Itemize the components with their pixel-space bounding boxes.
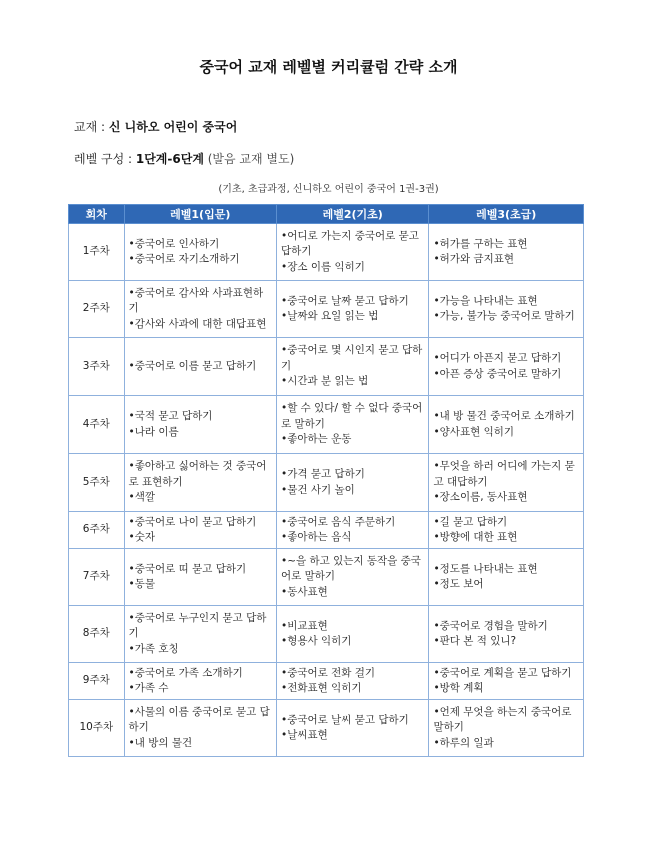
- week-cell: 2주차: [69, 281, 125, 338]
- topic-item: •중국어로 날씨 묻고 답하기: [281, 713, 409, 726]
- level1-cell: [124, 606, 276, 663]
- header-level2: 레벨2(기초): [277, 205, 429, 224]
- topic-item: •좋아하는 음식: [281, 531, 352, 543]
- table-row: [69, 281, 584, 338]
- topic-item: •가족 호칭: [128, 642, 179, 655]
- week-cell: 7주차: [69, 549, 125, 606]
- page-title: 중국어 교재 레벨별 커리큘럼 간략 소개: [199, 58, 458, 76]
- topic-item: •날짜와 요일 읽는 법: [281, 310, 379, 322]
- level1-cell: [124, 396, 276, 454]
- level-label: 레벨 구성 :: [74, 152, 136, 166]
- topic-item: •하루의 일과: [433, 736, 494, 749]
- topic-item: •중국어로 누구인지 묻고 답하기: [128, 611, 267, 640]
- table-row: [69, 663, 584, 700]
- level3-cell: [429, 338, 584, 396]
- level-line: [74, 150, 294, 167]
- level3-cell: [429, 454, 584, 512]
- topic-item: •할 수 있다/ 할 수 없다 중국어로 말하기: [281, 402, 423, 430]
- level3-cell: [429, 663, 584, 700]
- topic-item: •가격 묻고 답하기: [281, 468, 365, 480]
- topic-item: •중국어로 이름 묻고 답하기: [128, 359, 257, 372]
- curriculum-table: [68, 204, 584, 757]
- table-header-row: [69, 205, 584, 224]
- topic-item: •물건 사기 놀이: [281, 483, 355, 496]
- topic-item: •길 묻고 답하기: [433, 515, 508, 528]
- topic-item: •내 방의 물건: [128, 736, 193, 749]
- table-row: [69, 549, 584, 606]
- level2-cell: [277, 663, 429, 700]
- level3-cell: [429, 281, 584, 338]
- topic-item: •아픈 증상 중국어로 말하기: [433, 367, 562, 380]
- week-cell: 8주차: [69, 606, 125, 663]
- textbook-value: 신 니하오 어린이 중국어: [108, 120, 238, 134]
- header-week: 회차: [69, 205, 125, 224]
- topic-item: •중국어로 자기소개하기: [128, 253, 240, 265]
- topic-item: •중국어로 띠 묻고 답하기: [128, 562, 247, 575]
- topic-item: •방향에 대한 표현: [433, 531, 518, 543]
- level-note: (발음 교재 별도): [207, 152, 295, 166]
- level1-cell: [124, 224, 276, 281]
- topic-item: •중국어로 몇 시인지 묻고 답하기: [281, 344, 423, 372]
- table-body: [69, 224, 584, 757]
- level3-cell: [429, 606, 584, 663]
- topic-item: •전화표현 익히기: [281, 682, 362, 694]
- topic-item: •양사표현 익히기: [433, 425, 515, 438]
- week-cell: 6주차: [69, 512, 125, 549]
- topic-item: •좋아하고 싫어하는 것 중국어로 표현하기: [128, 460, 267, 488]
- table-row: [69, 606, 584, 663]
- level2-cell: [277, 281, 429, 338]
- week-cell: 4주차: [69, 396, 125, 454]
- topic-item: •시간과 분 읽는 법: [281, 375, 369, 388]
- level2-cell: [277, 512, 429, 549]
- topic-item: •색깔: [128, 491, 156, 504]
- level3-cell: [429, 700, 584, 757]
- week-cell: 3주차: [69, 338, 125, 396]
- topic-item: •중국어로 계획을 묻고 답하기: [433, 666, 572, 679]
- week-cell: 10주차: [69, 700, 125, 757]
- textbook-line: [74, 118, 237, 135]
- level3-cell: [429, 549, 584, 606]
- level1-cell: [124, 454, 276, 512]
- week-cell: 5주차: [69, 454, 125, 512]
- topic-item: •국적 묻고 답하기: [128, 410, 213, 422]
- topic-item: •장소 이름 익히기: [281, 260, 365, 273]
- level3-cell: [429, 396, 584, 454]
- textbook-label: 교재 :: [74, 120, 109, 134]
- table-row: [69, 396, 584, 454]
- topic-item: •좋아하는 운동: [281, 433, 352, 446]
- level2-cell: [277, 454, 429, 512]
- topic-item: •사물의 이름 중국어로 묻고 답하기: [128, 705, 270, 734]
- topic-item: •방학 계획: [433, 682, 484, 694]
- table-row: [69, 338, 584, 396]
- level1-cell: [124, 663, 276, 700]
- topic-item: •어디가 아픈지 묻고 답하기: [433, 352, 562, 364]
- topic-item: •허가를 구하는 표현: [433, 237, 528, 250]
- topic-item: •숫자: [128, 531, 156, 543]
- topic-item: •정도 보어: [433, 578, 484, 590]
- topic-item: •날씨표현: [281, 729, 328, 741]
- level3-cell: [429, 224, 584, 281]
- level1-cell: [124, 338, 276, 396]
- level2-cell: [277, 396, 429, 454]
- topic-item: •중국어로 가족 소개하기: [128, 666, 243, 679]
- level-value: 1단계-6단계: [135, 152, 204, 166]
- topic-item: •어디로 가는지 중국어로 묻고 답하기: [281, 229, 419, 258]
- topic-item: •무엇을 하러 어디에 가는지 묻고 대답하기: [433, 460, 575, 488]
- topic-item: •가능을 나타내는 표현: [433, 294, 538, 307]
- topic-item: •중국어로 인사하기: [128, 237, 220, 250]
- table-row: [69, 224, 584, 281]
- week-cell: 9주차: [69, 663, 125, 700]
- topic-item: •비교표현: [281, 619, 328, 632]
- topic-item: •나라 이름: [128, 425, 179, 438]
- topic-item: •중국어로 감사와 사과표현하기: [128, 286, 264, 315]
- level2-cell: [277, 606, 429, 663]
- level1-cell: [124, 700, 276, 757]
- topic-item: •가족 수: [128, 682, 169, 694]
- topic-item: •동사표현: [281, 585, 328, 598]
- topic-item: •중국어로 날짜 묻고 답하기: [281, 294, 409, 307]
- level1-cell: [124, 281, 276, 338]
- topic-item: •내 방 물건 중국어로 소개하기: [433, 410, 575, 422]
- header-level1: 레벨1(입문): [124, 205, 276, 224]
- topic-item: •중국어로 경험을 말하기: [433, 619, 548, 632]
- level2-cell: [277, 549, 429, 606]
- topic-item: •가능, 불가능 중국어로 말하기: [433, 310, 575, 322]
- table-row: [69, 512, 584, 549]
- topic-item: •언제 무엇을 하는지 중국어로 말하기: [433, 705, 572, 734]
- topic-item: •허가와 금지표현: [433, 253, 515, 265]
- week-cell: 1주차: [69, 224, 125, 281]
- topic-item: •중국어로 음식 주문하기: [281, 515, 396, 528]
- topic-item: •중국어로 나이 묻고 답하기: [128, 515, 257, 528]
- topic-item: •정도를 나타내는 표현: [433, 562, 538, 575]
- table-row: [69, 700, 584, 757]
- table-row: [69, 454, 584, 512]
- level2-cell: [277, 338, 429, 396]
- level2-cell: [277, 700, 429, 757]
- topic-item: •감사와 사과에 대한 대답표현: [128, 317, 267, 330]
- topic-item: •장소이름, 동사표현: [433, 491, 528, 504]
- course-subtitle: (기초, 초급과정, 신니하오 어린이 중국어 1권-3권): [218, 184, 439, 195]
- level1-cell: [124, 512, 276, 549]
- level3-cell: [429, 512, 584, 549]
- topic-item: •판다 본 적 있니?: [433, 635, 517, 647]
- header-level3: 레벨3(초급): [429, 205, 584, 224]
- topic-item: •중국어로 전화 걸기: [281, 666, 376, 679]
- level2-cell: [277, 224, 429, 281]
- topic-item: •형용사 익히기: [281, 635, 352, 647]
- level1-cell: [124, 549, 276, 606]
- topic-item: •~을 하고 있는지 동작을 중국어로 말하기: [281, 554, 421, 583]
- topic-item: •동물: [128, 578, 156, 590]
